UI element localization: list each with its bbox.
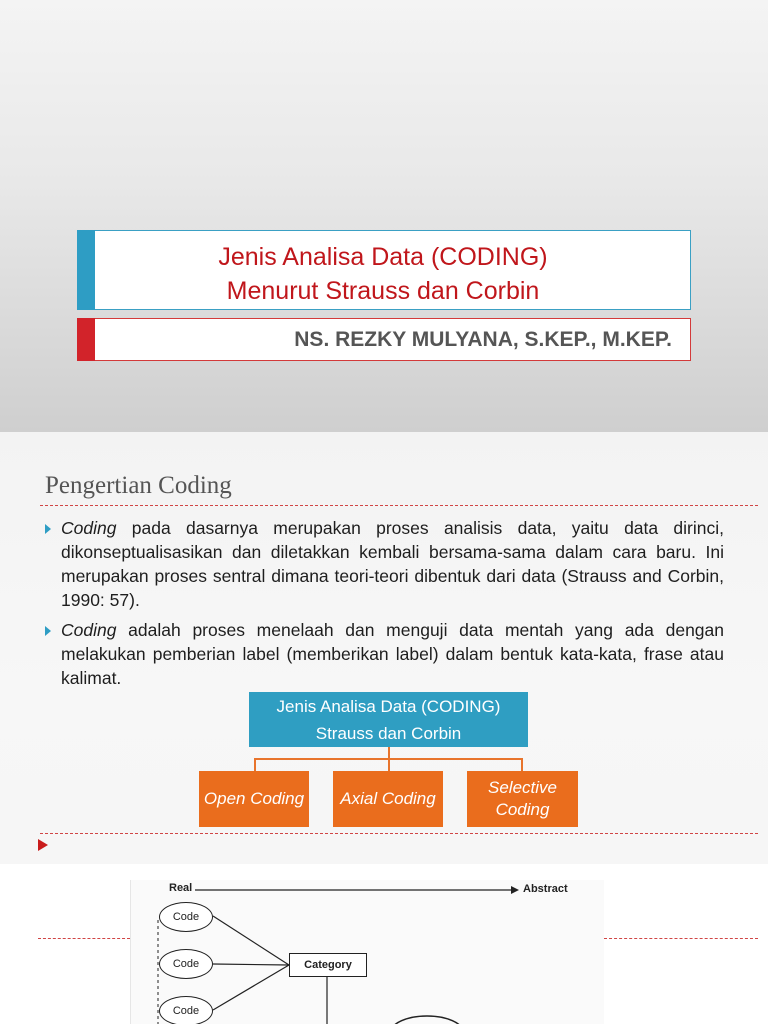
play-arrow-icon <box>38 839 48 851</box>
code-node: Code <box>159 902 213 932</box>
bullet-text: pada dasarnya merupakan proses analisis data, yaitu data dirinci, dikonseptualisasikan dan diletakkan kembali bersama-sama dalam cara baru. Ini merupakan proses sentral dimana teori-teori dibentuk dari data (Strauss and Corbin, 1990: 57). <box>61 518 724 610</box>
bullet-item <box>44 618 724 690</box>
bullet-list <box>44 516 724 696</box>
bullet-term: Coding <box>61 518 117 538</box>
diagram-root-node <box>249 692 528 747</box>
connector-line <box>254 758 256 771</box>
selective-coding-node: Selective Coding <box>467 771 578 827</box>
title-slide <box>0 0 768 432</box>
title-box <box>77 230 691 310</box>
axis-start-label: Real <box>169 882 193 894</box>
author-box <box>77 318 691 361</box>
author-accent-bar <box>77 318 95 361</box>
code-node: Code <box>159 996 213 1024</box>
bullet-arrow-icon <box>45 626 51 636</box>
left-divider <box>38 938 130 939</box>
right-divider <box>604 938 758 939</box>
bullet-term: Coding <box>61 620 117 640</box>
title-line-2: Menurut Strauss dan Corbin <box>226 277 540 305</box>
code-node: Code <box>159 949 213 979</box>
root-node-line-1: Jenis Analisa Data (CODING) <box>276 697 501 716</box>
definition-slide <box>0 432 768 864</box>
bullet-item <box>44 516 724 612</box>
heading-divider <box>40 505 758 506</box>
connector-line <box>521 758 523 771</box>
slide-heading: Pengertian Coding <box>45 472 232 499</box>
open-coding-node: Open Coding <box>199 771 309 827</box>
axis-end-label: Abstract <box>523 883 568 895</box>
author-name: NS. REZKY MULYANA, S.KEP., M.KEP. <box>294 328 672 351</box>
footer-divider <box>40 833 758 834</box>
coding-figure <box>130 880 604 1024</box>
category-node: Category <box>289 953 367 977</box>
bullet-arrow-icon <box>45 524 51 534</box>
root-node-line-2: Strauss dan Corbin <box>315 724 462 743</box>
bullet-text: adalah proses menelaah dan menguji data mentah yang ada dengan melakukan pemberian label (memberikan label) dalam bentuk kata-kata, frase atau kalimat. <box>61 620 724 688</box>
connector-line <box>388 758 390 771</box>
slide-title <box>78 240 690 308</box>
axial-coding-node: Axial Coding <box>333 771 443 827</box>
title-line-1: Jenis Analisa Data (CODING) <box>218 243 548 271</box>
figure-slide <box>0 864 768 1024</box>
